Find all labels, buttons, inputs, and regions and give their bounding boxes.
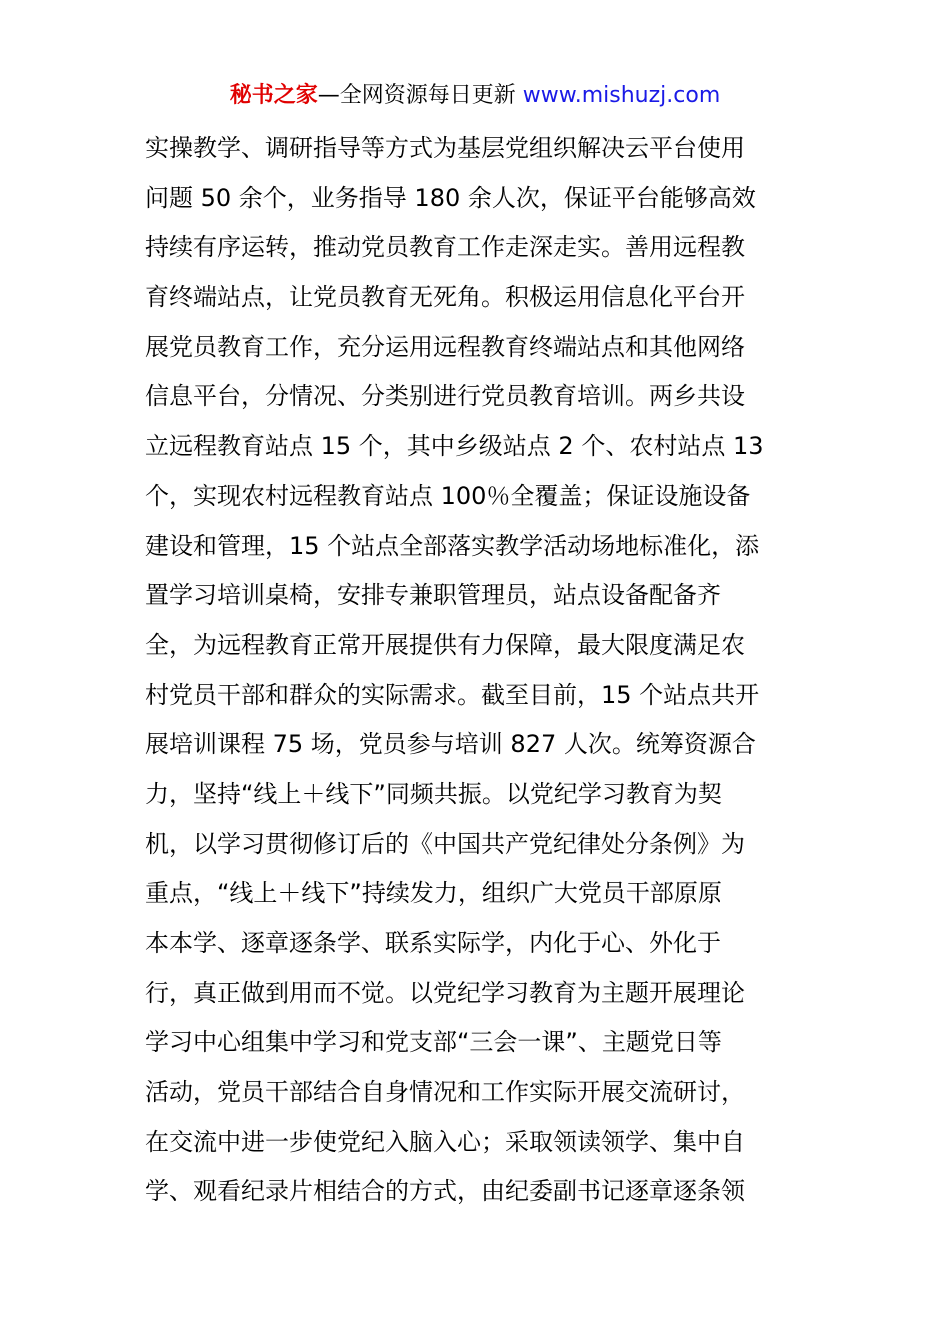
text-line: 机，以学习贯彻修订后的《中国共产党纪律处分条例》为 xyxy=(145,829,745,858)
text-line: 重点，“线上＋线下”持续发力，组织广大党员干部原原 xyxy=(145,879,722,908)
text-line: 问题 50 余个，业务指导 180 余人次，保证平台能够高效 xyxy=(145,183,756,212)
brand-name: 秘书之家 xyxy=(229,83,318,108)
text-line: 在交流中进一步使党纪入脑入心；采取领读领学、集中自 xyxy=(145,1127,745,1156)
text-line: 建设和管理，15 个站点全部落实教学活动场地标准化，添 xyxy=(145,531,760,560)
text-line: 学习中心组集中学习和党支部“三会一课”、主题党日等 xyxy=(145,1028,722,1057)
text-line: 力，坚持“线上＋线下”同频共振。以党纪学习教育为契 xyxy=(145,779,722,808)
text-line: 学、观看纪录片相结合的方式，由纪委副书记逐章逐条领 xyxy=(145,1177,745,1206)
text-line: 村党员干部和群众的实际需求。截至目前，15 个站点共开 xyxy=(145,680,760,709)
text-line: 育终端站点，让党员教育无死角。积极运用信息化平台开 xyxy=(145,283,745,312)
text-line: 置学习培训桌椅，安排专兼职管理员，站点设备配备齐 xyxy=(145,581,721,610)
text-line: 展党员教育工作，充分运用远程教育终端站点和其他网络 xyxy=(145,332,745,361)
text-line: 行，真正做到用而不觉。以党纪学习教育为主题开展理论 xyxy=(145,978,745,1007)
text-line: 活动，党员干部结合自身情况和工作实际开展交流研讨， xyxy=(145,1078,745,1107)
header-tagline: —全网资源每日更新 xyxy=(317,83,523,108)
text-line: 个，实现农村远程教育站点 100％全覆盖；保证设施设备 xyxy=(145,481,751,510)
page-header xyxy=(0,80,950,112)
body-paragraph xyxy=(145,124,810,1217)
text-line: 立远程教育站点 15 个，其中乡级站点 2 个、农村站点 13 xyxy=(145,432,764,461)
text-line: 本本学、逐章逐条学、联系实际学，内化于心、外化于 xyxy=(145,929,721,957)
text-line: 实操教学、调研指导等方式为基层党组织解决云平台使用 xyxy=(145,134,745,162)
text-line: 信息平台，分情况、分类别进行党员教育培训。两乡共设 xyxy=(145,382,745,411)
text-line: 全，为远程教育正常开展提供有力保障，最大限度满足农 xyxy=(145,630,745,659)
text-line: 展培训课程 75 场，党员参与培训 827 人次。统筹资源合 xyxy=(145,730,756,759)
header-url-link[interactable]: www.mishuzj.com xyxy=(522,83,721,108)
text-line: 持续有序运转，推动党员教育工作走深走实。善用远程教 xyxy=(145,233,745,262)
